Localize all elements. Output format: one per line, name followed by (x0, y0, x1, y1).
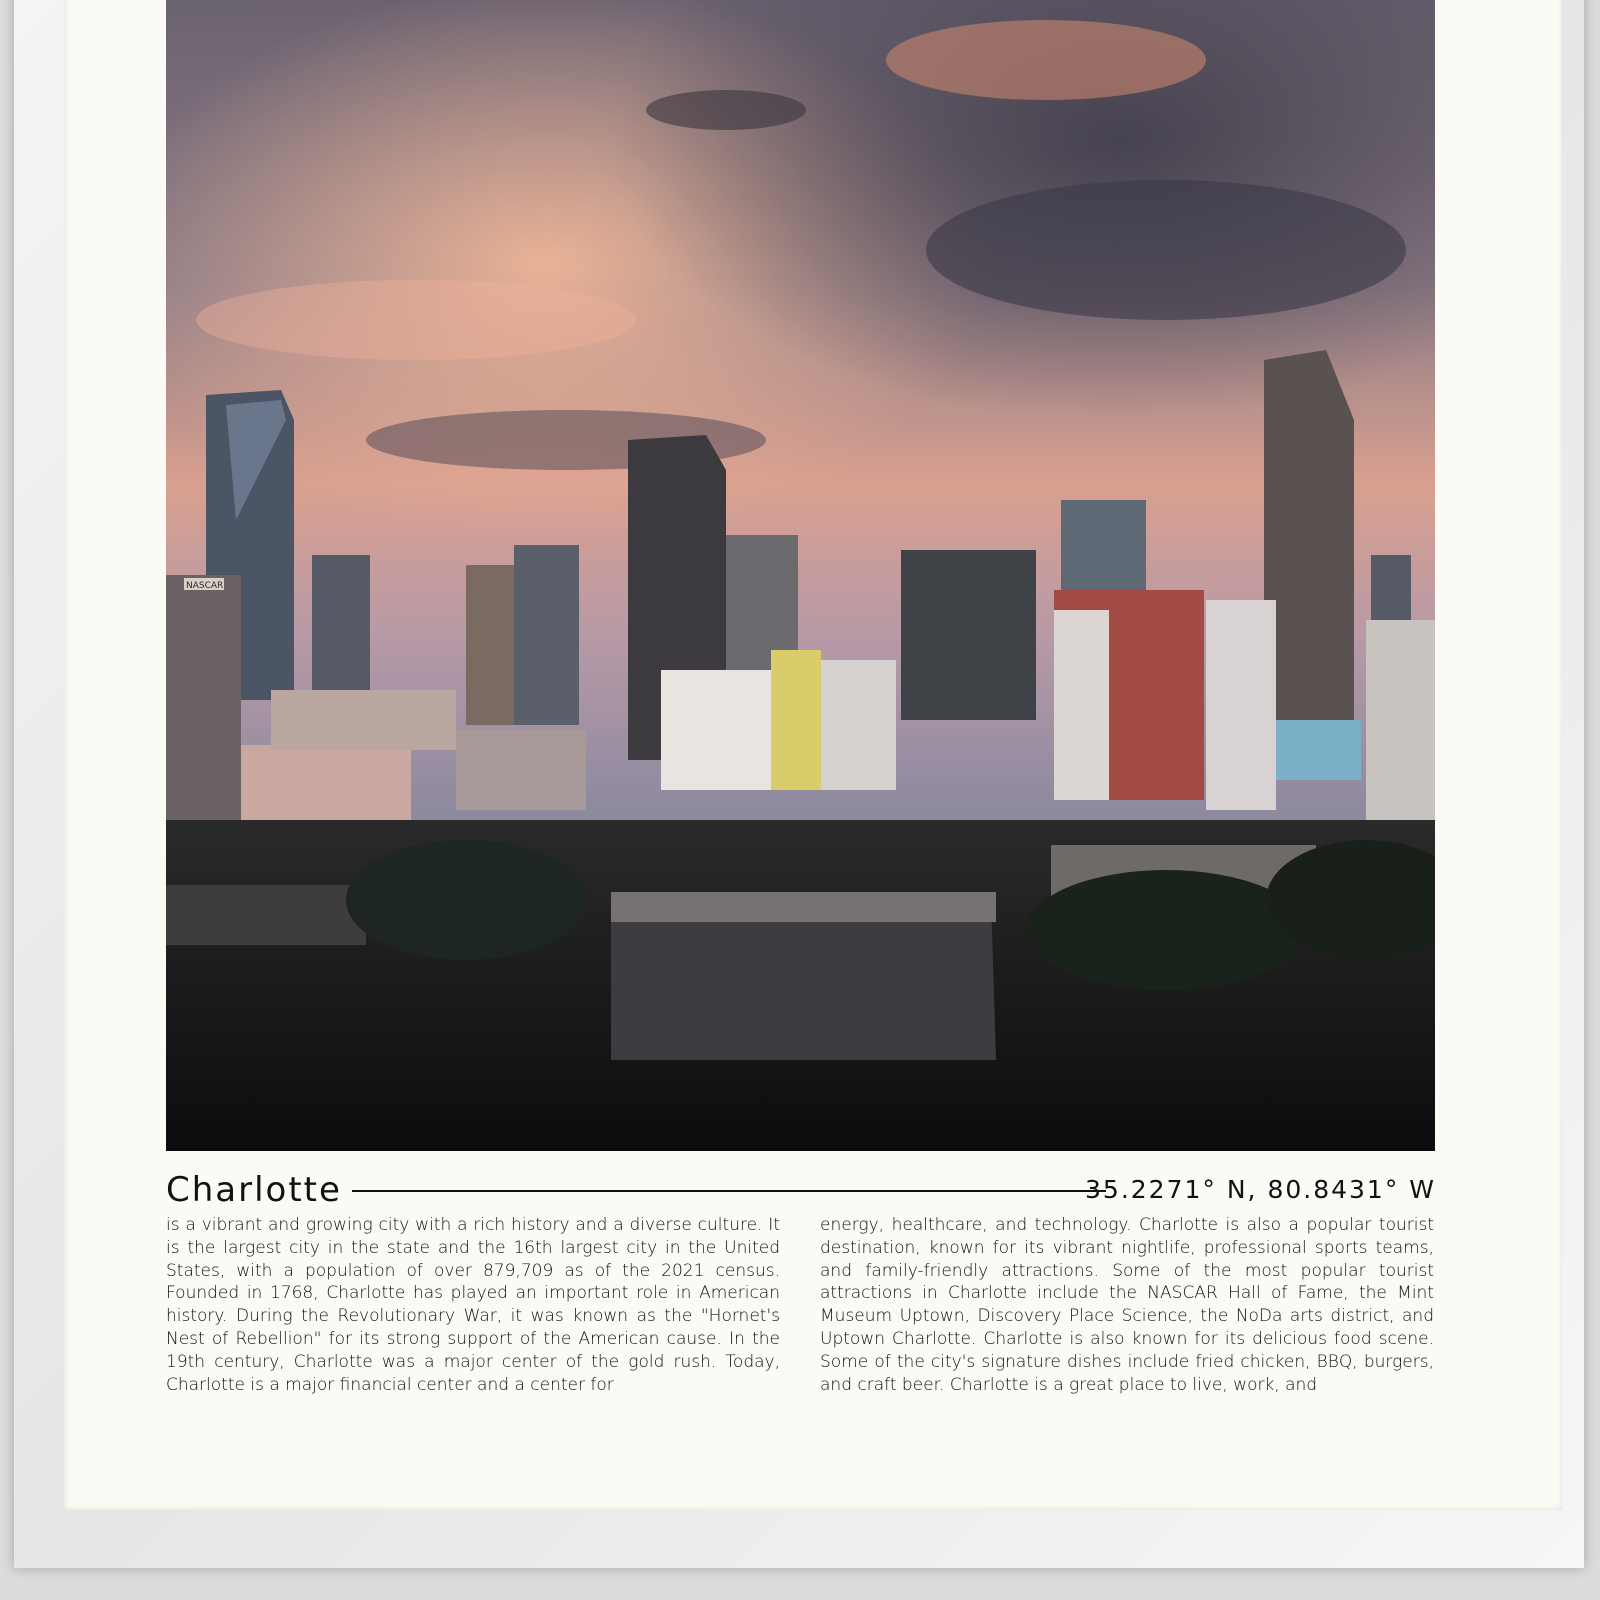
poster-title-row (166, 1168, 1436, 1212)
title-divider (352, 1190, 1106, 1192)
skyline-painting (166, 0, 1435, 1151)
description-right: energy, healthcare, and technology. Charlotte is also a popular tourist destination, known for its vibrant nightlife, professional sports teams, and family-friendly attractions. Some of the most popular tourist attractions in Charlotte include the NASCAR Hall of Fame, the Mint Museum Uptown, Discovery Place Science, the NoDa arts district, and Uptown Charlotte. Charlotte is also known for its delicious food scene. Some of the city's signature dishes include fried chicken, BBQ, burgers, and craft beer. Charlotte is a great place to live, work, and (820, 1215, 1434, 1394)
nascar-sign: NASCAR (186, 581, 224, 591)
description-left: is a vibrant and growing city with a rich history and a diverse culture. It is the largest city in the state and the 16th largest city in the United States, with a population of over 879,709 as of the 2021 census. Founded in 1768, Charlotte has played an important role in American history. During the Revolutionary War, it was known as the "Hornet's Nest of Rebellion" for its strong support of the American cause. In the 19th century, Charlotte was a major center of the gold rush. Today, Charlotte is a major financial center and a center for (166, 1215, 780, 1394)
city-coordinates: 35.2271° N, 80.8431° W (1085, 1175, 1436, 1204)
city-name: Charlotte (166, 1170, 342, 1210)
skyline-illustration (166, 0, 1435, 1151)
